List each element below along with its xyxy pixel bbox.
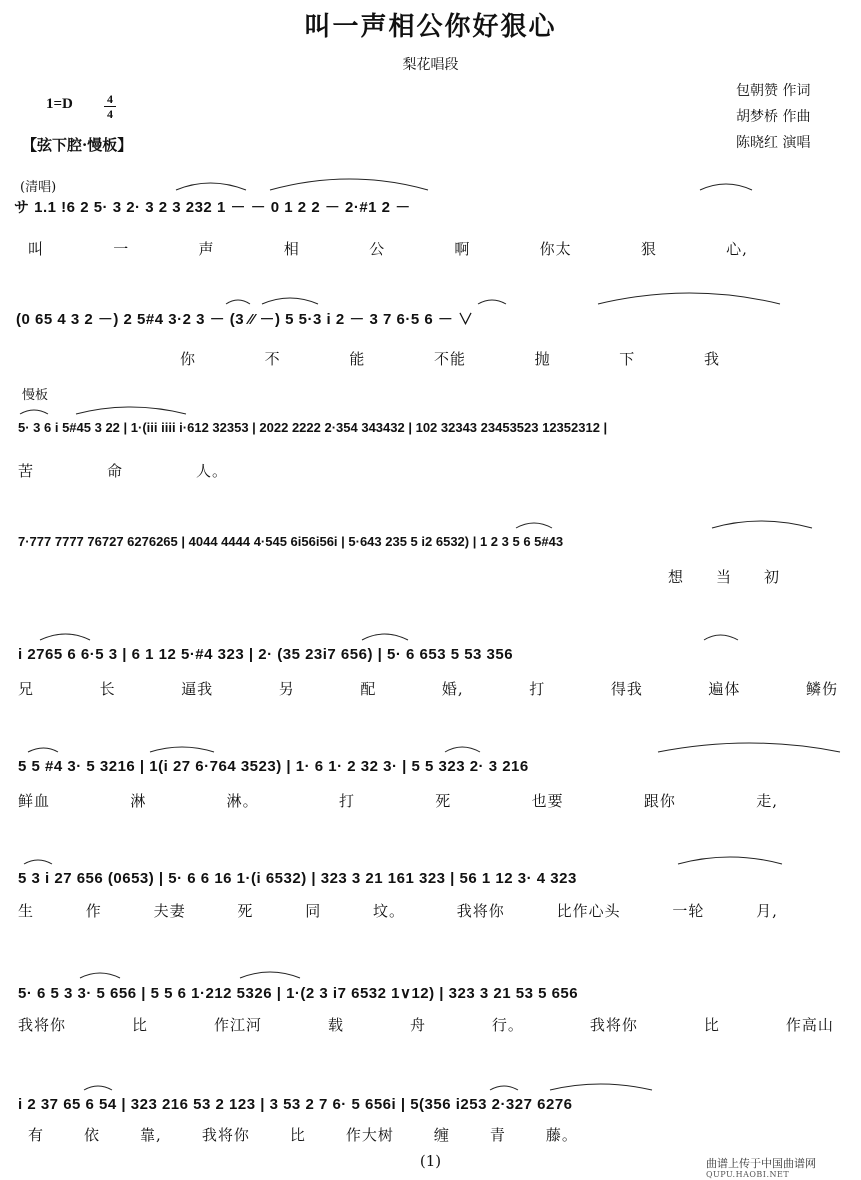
watermark bbox=[706, 1158, 816, 1180]
lyric: 依 bbox=[84, 1126, 101, 1144]
lyrics-line-6 bbox=[18, 790, 778, 811]
singer-credit: 陈晓红 演唱 bbox=[736, 135, 811, 151]
lyric: 能 bbox=[349, 350, 366, 368]
lyrics-line-7 bbox=[18, 900, 778, 921]
lyric: 同 bbox=[305, 902, 322, 920]
lyrics-line-2 bbox=[180, 348, 720, 369]
composer-credit: 胡梦桥 作曲 bbox=[736, 109, 811, 125]
lyric: 鳞伤 bbox=[805, 680, 838, 698]
lyrics-line-9 bbox=[28, 1124, 578, 1145]
lyric: 打 bbox=[338, 792, 355, 810]
key-signature: 1=D bbox=[46, 96, 73, 112]
lyric: 我将你 bbox=[18, 1016, 67, 1034]
lyric: 有 bbox=[28, 1126, 45, 1144]
notation-line-9: i 2 37 65 6 54 | 323 216 53 2 123 | 3 53 2 7 6· 5 656i | 5(356 i253 2·327 6276 bbox=[18, 1096, 573, 1113]
page-number: (1) bbox=[419, 1152, 442, 1170]
notation-line-2: (0 65 4 3 2 －) 2 5#4 3·2 3 － (3 ⁄⁄ －) 5 5·3 i 2 － 3 7 6·5 6 － ∨ bbox=[16, 311, 474, 328]
lyric: 下 bbox=[619, 350, 636, 368]
qingchang-mark: (清唱) bbox=[20, 180, 57, 195]
lyric: 苦 bbox=[18, 462, 35, 480]
lyric: 抛 bbox=[534, 350, 551, 368]
lyric: 你 bbox=[180, 350, 197, 368]
lyric: 淋。 bbox=[226, 792, 259, 810]
lyric: 淋 bbox=[130, 792, 147, 810]
lyric: 狠 bbox=[640, 240, 657, 258]
lyric: 一 bbox=[113, 240, 130, 258]
lyric: 啊 bbox=[454, 240, 471, 258]
lyric: 坟。 bbox=[372, 902, 405, 920]
lyrics-line-4 bbox=[668, 566, 780, 587]
lyric: 遍体 bbox=[708, 680, 741, 698]
lyric: 不能 bbox=[433, 350, 466, 368]
notation-line-4: 7·777 7777 76727 6276265 | 4044 4444 4·545 6i56i56i | 5·643 235 5 i2 6532) | 1 2 3 5 6 5#43 bbox=[18, 534, 564, 549]
lyric: 藤。 bbox=[545, 1126, 578, 1144]
subtitle: 梨花唱段 bbox=[402, 57, 459, 73]
lyric: 心, bbox=[726, 240, 748, 258]
meter-top: 4 bbox=[107, 92, 113, 106]
notation-line-1: サ 1.1 !6 2 5· 3 2· 3 2 3 232 1 － － 0 1 2 2 － 2·#1 2 － bbox=[14, 199, 411, 216]
lyric: 兄 bbox=[18, 680, 35, 698]
lyric: 跟你 bbox=[643, 792, 676, 810]
lyric: 生 bbox=[18, 902, 35, 920]
lyric: 配 bbox=[360, 680, 377, 698]
lyric: 鲜血 bbox=[18, 792, 51, 810]
lyric: 当 bbox=[715, 568, 732, 586]
lyric: 想 bbox=[668, 568, 685, 586]
watermark-url: QUPU.HAOBI.NET bbox=[706, 1170, 790, 1179]
lyric: 我 bbox=[703, 350, 720, 368]
page-title: 叫一声相公你好狠心 bbox=[304, 12, 557, 42]
notation-line-5: i 2765 6 6·5 3 | 6 1 12 5·#4 323 | 2· (35 23i7 656) | 5· 6 653 5 53 356 bbox=[18, 646, 514, 663]
manban-mark: 慢板 bbox=[22, 388, 49, 403]
lyric: 载 bbox=[327, 1016, 344, 1034]
lyric: 公 bbox=[369, 240, 386, 258]
notation-line-6: 5 5 #4 3· 5 3216 | 1(i 27 6·764 3523) | 1· 6 1· 2 32 3· | 5 5 323 2· 3 216 bbox=[18, 758, 529, 775]
lyric: 不 bbox=[264, 350, 281, 368]
lyric: 长 bbox=[99, 680, 116, 698]
lyric: 死 bbox=[237, 902, 254, 920]
meter-bottom: 4 bbox=[107, 107, 113, 121]
lyricist-credit: 包朝赞 作词 bbox=[736, 83, 811, 99]
lyric: 比作心头 bbox=[556, 902, 621, 920]
lyric: 我将你 bbox=[201, 1126, 250, 1144]
lyric: 你太 bbox=[539, 240, 572, 258]
lyric: 相 bbox=[283, 240, 300, 258]
lyrics-line-3 bbox=[18, 460, 228, 481]
lyric: 作大树 bbox=[345, 1126, 394, 1144]
lyric: 比 bbox=[703, 1016, 720, 1034]
lyrics-line-8 bbox=[18, 1014, 834, 1035]
watermark-text: 曲谱上传于中国曲谱网 bbox=[706, 1157, 816, 1170]
lyric: 声 bbox=[198, 240, 215, 258]
lyric: 舟 bbox=[409, 1016, 426, 1034]
notation-line-8: 5· 6 5 3 3· 5 656 | 5 5 6 1·212 5326 | 1·(2 3 i7 6532 1∨12) | 323 3 21 53 5 656 bbox=[18, 985, 579, 1002]
lyric: 青 bbox=[489, 1126, 506, 1144]
lyrics-line-1 bbox=[28, 238, 748, 259]
lyric: 婚, bbox=[441, 680, 464, 698]
lyric: 比 bbox=[289, 1126, 306, 1144]
lyric: 夫妻 bbox=[153, 902, 186, 920]
lyric: 我将你 bbox=[589, 1016, 638, 1034]
lyric: 月, bbox=[756, 902, 778, 920]
notation-line-3: 5· 3 6 i 5#45 3 22 | 1·(iii iiii i·612 32353 | 2022 2222 2·354 343432 | 102 32343 23453523 12352312 | bbox=[18, 420, 608, 435]
lyrics-line-5 bbox=[18, 678, 838, 699]
lyric: 死 bbox=[435, 792, 452, 810]
lyric: 行。 bbox=[491, 1016, 524, 1034]
lyric: 另 bbox=[278, 680, 295, 698]
notation-line-7: 5 3 i 27 656 (0653) | 5· 6 6 16 1·(i 6532) | 323 3 21 161 323 | 56 1 12 3· 4 323 bbox=[18, 870, 577, 887]
lyric: 比 bbox=[131, 1016, 148, 1034]
lyric: 走, bbox=[756, 792, 778, 810]
lyric: 叫 bbox=[28, 240, 45, 258]
lyric: 我将你 bbox=[456, 902, 505, 920]
lyric: 初 bbox=[763, 568, 780, 586]
lyric: 得我 bbox=[610, 680, 643, 698]
lyric: 打 bbox=[529, 680, 546, 698]
lyric: 人。 bbox=[195, 462, 228, 480]
lyric: 作江河 bbox=[213, 1016, 262, 1034]
lyric: 命 bbox=[106, 462, 123, 480]
lyric: 缠 bbox=[433, 1126, 450, 1144]
lyric: 一轮 bbox=[672, 902, 705, 920]
lyric: 逼我 bbox=[181, 680, 214, 698]
lyric: 作高山 bbox=[785, 1016, 834, 1034]
lyric: 靠, bbox=[140, 1126, 162, 1144]
tempo-style-mark: 【弦下腔·慢板】 bbox=[22, 136, 133, 154]
lyric: 也要 bbox=[531, 792, 564, 810]
lyric: 作 bbox=[85, 902, 102, 920]
